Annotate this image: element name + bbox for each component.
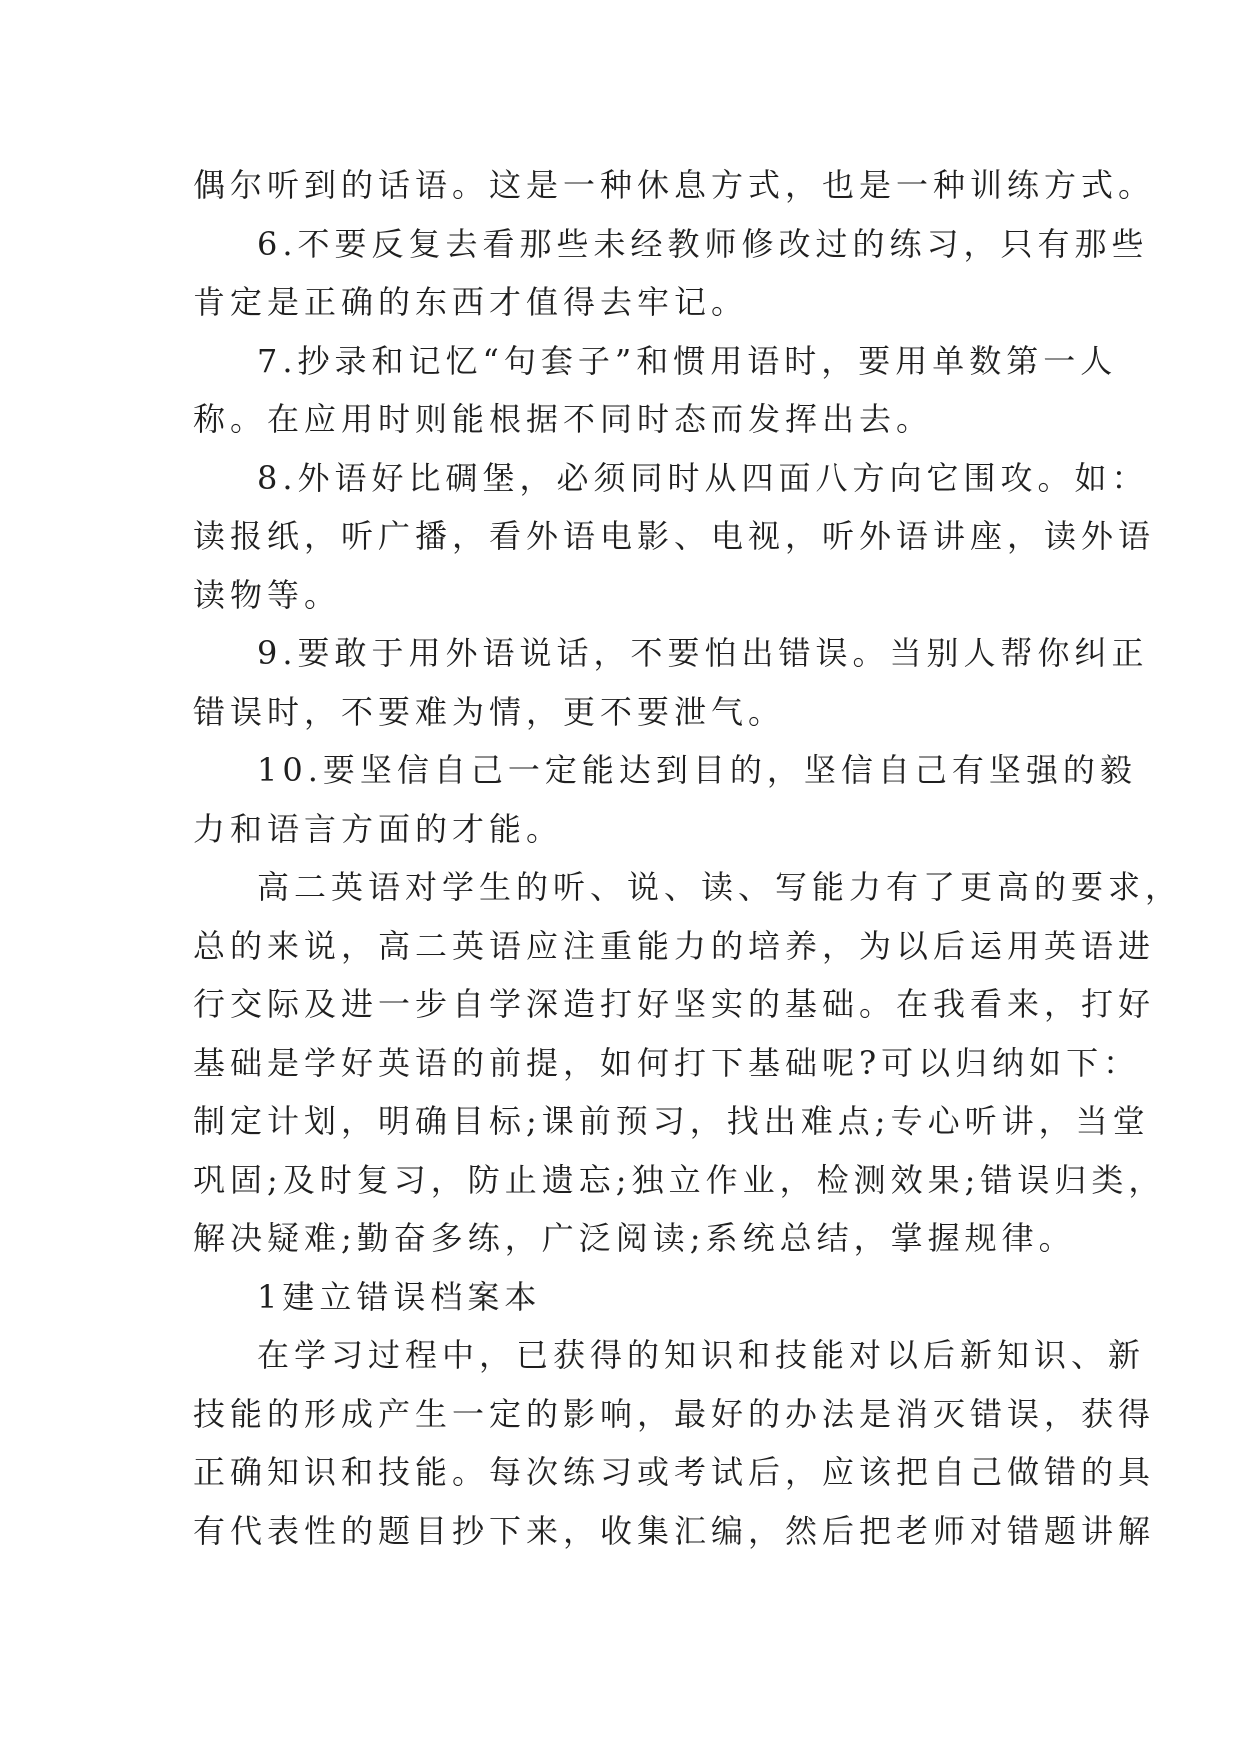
text-line: 偶尔听到的话语。这是一种休息方式，也是一种训练方式。	[193, 166, 1156, 204]
section-heading: 1建立错误档案本	[257, 1277, 542, 1316]
text-line: 制定计划，明确目标;课前预习，找出难点;专心听讲，当堂	[193, 1102, 1150, 1140]
text-line: 有代表性的题目抄下来，收集汇编，然后把老师对错题讲解	[193, 1511, 1156, 1550]
text-line: 错误时，不要难为情，更不要泄气。	[193, 692, 786, 731]
text-line: 行交际及进一步自学深造打好坚实的基础。在我看来，打好	[193, 985, 1156, 1023]
text-line: 解决疑难;勤奋多练，广泛阅读;系统总结，掌握规律。	[193, 1219, 1076, 1257]
text-line: 称。在应用时则能根据不同时态而发挥出去。	[193, 400, 934, 438]
list-item-7: 7.抄录和记忆“句套子”和惯用语时，要用单数第一人	[257, 341, 1118, 380]
text-line: 读报纸，听广播，看外语电影、电视，听外语讲座，读外语	[193, 517, 1156, 555]
list-item-9: 9.要敢于用外语说话，不要怕出错误。当别人帮你纠正	[257, 634, 1149, 672]
text-line: 力和语言方面的才能。	[193, 809, 564, 848]
text-line: 肯定是正确的东西才值得去牢记。	[193, 283, 749, 321]
paragraph-start: 高二英语对学生的听、说、读、写能力有了更高的要求，	[257, 868, 1183, 906]
text-line: 技能的形成产生一定的影响，最好的办法是消灭错误，获得	[193, 1394, 1156, 1433]
text-line: 基础是学好英语的前提，如何打下基础呢?可以归纳如下：	[193, 1043, 1141, 1082]
text-line: 总的来说，高二英语应注重能力的培养，为以后运用英语进	[193, 926, 1156, 965]
list-item-6: 6.不要反复去看那些未经教师修改过的练习，只有那些	[257, 224, 1149, 263]
text-line: 读物等。	[193, 575, 342, 614]
list-item-8: 8.外语好比碉堡，必须同时从四面八方向它围攻。如：	[257, 458, 1149, 497]
text-line: 巩固;及时复习，防止遗忘;独立作业，检测效果;错误归类，	[193, 1160, 1166, 1199]
text-line: 正确知识和技能。每次练习或考试后，应该把自己做错的具	[193, 1453, 1156, 1491]
paragraph-start: 在学习过程中，已获得的知识和技能对以后新知识、新	[257, 1336, 1146, 1374]
document-body	[193, 156, 1183, 1560]
list-item-10: 10.要坚信自己一定能达到目的，坚信自己有坚强的毅	[257, 751, 1137, 789]
